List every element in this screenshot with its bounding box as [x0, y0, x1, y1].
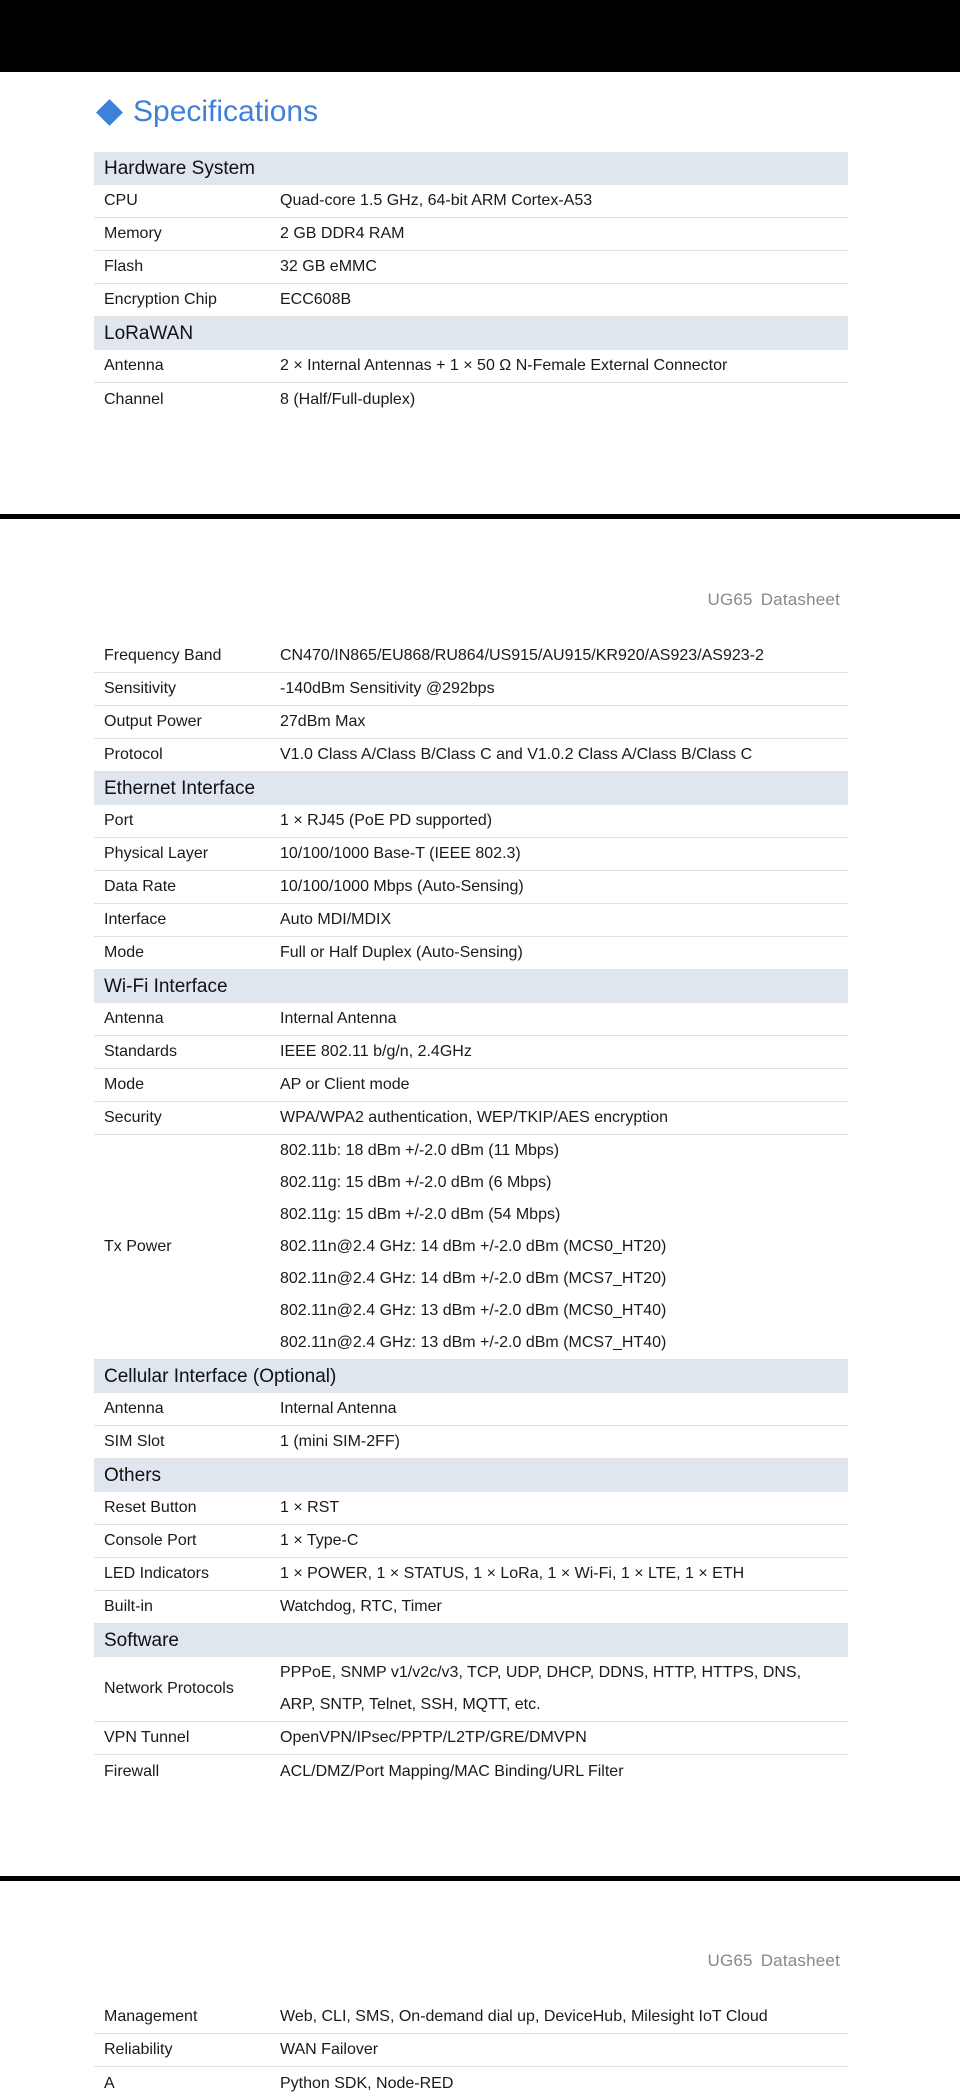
spec-value-line: 2 × Internal Antennas + 1 × 50 Ω N-Female External Connector — [280, 357, 728, 374]
spec-table-page-3 — [94, 2001, 848, 2100]
spec-label: Security — [104, 1109, 162, 1126]
spec-value-line: 32 GB eMMC — [280, 258, 377, 275]
spec-value-line: ACL/DMZ/Port Mapping/MAC Binding/URL Filter — [280, 1762, 624, 1780]
spec-label: Channel — [104, 390, 164, 408]
spec-row-encryption-chip — [94, 284, 848, 317]
spec-row-data-rate — [94, 871, 848, 904]
spec-row-tx-power — [94, 1135, 848, 1360]
spec-label: Management — [104, 2008, 198, 2025]
spec-value-line: 802.11b: 18 dBm +/-2.0 dBm (11 Mbps) — [280, 1142, 560, 1159]
spec-value — [280, 284, 848, 316]
spec-value-line: 802.11n@2.4 GHz: 14 dBm +/-2.0 dBm (MCS0_HT20) — [280, 1238, 667, 1255]
spec-value — [280, 937, 848, 969]
spec-value — [280, 1003, 848, 1035]
spec-row-antenna — [94, 1003, 848, 1036]
spec-value — [280, 1756, 848, 1788]
spec-value — [280, 871, 848, 903]
spec-row-reset-button — [94, 1492, 848, 1525]
spec-value-line: 1 (mini SIM-2FF) — [280, 1433, 400, 1450]
spec-row-mode — [94, 937, 848, 970]
spec-row-protocol — [94, 739, 848, 772]
spec-value — [280, 1657, 848, 1721]
spec-value — [280, 1722, 848, 1754]
spec-value-line: Full or Half Duplex (Auto-Sensing) — [280, 944, 523, 961]
spec-value — [280, 838, 848, 870]
spec-value-line: 10/100/1000 Mbps (Auto-Sensing) — [280, 878, 524, 895]
section-header-wi-fi-interface: Wi-Fi Interface — [94, 970, 848, 1003]
spec-label: Frequency Band — [104, 647, 222, 664]
spec-label: Interface — [104, 911, 167, 928]
section-header-others: Others — [94, 1459, 848, 1492]
spec-value — [280, 384, 848, 416]
spec-label: Data Rate — [104, 878, 177, 895]
spec-row-antenna — [94, 350, 848, 383]
spec-value-line: 802.11g: 15 dBm +/-2.0 dBm (6 Mbps) — [280, 1174, 552, 1191]
spec-value-line: -140dBm Sensitivity @292bps — [280, 680, 495, 697]
spec-value — [280, 1525, 848, 1557]
spec-value-line: 10/100/1000 Base-T (IEEE 802.3) — [280, 845, 521, 862]
spec-label: Standards — [104, 1043, 177, 1060]
page-separator — [0, 514, 960, 519]
spec-value — [280, 1393, 848, 1425]
spec-label: CPU — [104, 192, 138, 209]
spec-value-line: Quad-core 1.5 GHz, 64-bit ARM Cortex-A53 — [280, 192, 593, 209]
spec-row-a — [94, 2067, 848, 2100]
spec-value-line: IEEE 802.11 b/g/n, 2.4GHz — [280, 1043, 472, 1060]
section-header-ethernet-interface: Ethernet Interface — [94, 772, 848, 805]
spec-label: Antenna — [104, 357, 164, 374]
spec-label: Reset Button — [104, 1499, 197, 1516]
spec-value — [280, 185, 848, 217]
spec-value-line: 1 × POWER, 1 × STATUS, 1 × LoRa, 1 × Wi-Fi, 1 × LTE, 1 × ETH — [280, 1565, 745, 1582]
spec-row-management — [94, 2001, 848, 2034]
spec-row-console-port — [94, 1525, 848, 1558]
spec-label: Tx Power — [104, 1238, 172, 1255]
spec-row-reliability — [94, 2034, 848, 2067]
spec-row-flash — [94, 251, 848, 284]
spec-value — [280, 2068, 848, 2100]
header-doc: Datasheet — [760, 590, 840, 609]
section-header-software: Software — [94, 1624, 848, 1657]
spec-value-line: Python SDK, Node-RED — [280, 2074, 454, 2092]
spec-value — [280, 1492, 848, 1524]
spec-label: Output Power — [104, 713, 202, 730]
spec-label: Sensitivity — [104, 680, 177, 697]
spec-value-line: WAN Failover — [280, 2041, 379, 2058]
spec-value-line: Web, CLI, SMS, On-demand dial up, DeviceHub, Milesight IoT Cloud — [280, 2008, 768, 2025]
spec-table-page-2 — [94, 640, 848, 1788]
page-separator — [0, 1876, 960, 1881]
spec-row-standards — [94, 1036, 848, 1069]
spec-label: Mode — [104, 944, 145, 961]
spec-label: Built-in — [104, 1598, 153, 1615]
spec-label: Mode — [104, 1076, 145, 1093]
spec-label: Console Port — [104, 1532, 197, 1549]
header-product: UG65 — [707, 590, 753, 609]
spec-row-memory — [94, 218, 848, 251]
spec-label: Memory — [104, 225, 162, 242]
spec-value-line: 802.11g: 15 dBm +/-2.0 dBm (54 Mbps) — [280, 1206, 561, 1223]
spec-label: A — [104, 2074, 115, 2092]
spec-row-security — [94, 1102, 848, 1135]
spec-value — [280, 218, 848, 250]
spec-value — [280, 1591, 848, 1623]
spec-label: LED Indicators — [104, 1565, 209, 1582]
spec-value-line: OpenVPN/IPsec/PPTP/L2TP/GRE/DMVPN — [280, 1729, 587, 1746]
spec-row-mode — [94, 1069, 848, 1102]
spec-value — [280, 1558, 848, 1590]
page-header — [707, 1951, 840, 1971]
diamond-bullet-icon — [96, 99, 123, 126]
spec-value-line: Internal Antenna — [280, 1010, 397, 1027]
header-product: UG65 — [707, 1951, 753, 1970]
spec-value-line: Watchdog, RTC, Timer — [280, 1598, 442, 1615]
spec-label: VPN Tunnel — [104, 1729, 190, 1746]
spec-label: Physical Layer — [104, 845, 209, 862]
specifications-heading — [96, 92, 318, 132]
spec-value — [280, 1102, 848, 1134]
page-header — [707, 590, 840, 610]
spec-label: Antenna — [104, 1010, 164, 1027]
spec-row-output-power — [94, 706, 848, 739]
spec-value — [280, 1036, 848, 1068]
spec-value-line: 2 GB DDR4 RAM — [280, 225, 405, 242]
spec-label: Flash — [104, 258, 144, 275]
spec-row-led-indicators — [94, 1558, 848, 1591]
spec-value — [280, 2034, 848, 2066]
spec-value-line: 27dBm Max — [280, 713, 366, 730]
spec-label: Port — [104, 812, 134, 829]
header-doc: Datasheet — [760, 1951, 840, 1970]
spec-label: Encryption Chip — [104, 291, 217, 308]
top-black-bar — [0, 0, 960, 72]
spec-value — [280, 706, 848, 738]
spec-row-interface — [94, 904, 848, 937]
spec-row-firewall — [94, 1755, 848, 1788]
spec-value-line: V1.0 Class A/Class B/Class C and V1.0.2 Class A/Class B/Class C — [280, 746, 753, 763]
spec-value-line: 1 × RJ45 (PoE PD supported) — [280, 812, 493, 829]
spec-label: Reliability — [104, 2041, 173, 2058]
section-header-hardware-system: Hardware System — [94, 152, 848, 185]
spec-row-frequency-band — [94, 640, 848, 673]
spec-value — [280, 1069, 848, 1101]
spec-row-channel — [94, 383, 848, 416]
spec-value-line: CN470/IN865/EU868/RU864/US915/AU915/KR920/AS923/AS923-2 — [280, 647, 764, 664]
spec-row-antenna — [94, 1393, 848, 1426]
spec-value-line: 1 × RST — [280, 1499, 340, 1516]
spec-row-physical-layer — [94, 838, 848, 871]
spec-value-line: ECC608B — [280, 291, 352, 308]
spec-value-line: 8 (Half/Full-duplex) — [280, 390, 416, 408]
spec-value-line: 802.11n@2.4 GHz: 13 dBm +/-2.0 dBm (MCS0_HT40) — [280, 1302, 667, 1319]
spec-label: SIM Slot — [104, 1433, 165, 1450]
spec-row-network-protocols — [94, 1657, 848, 1722]
spec-row-vpn-tunnel — [94, 1722, 848, 1755]
spec-label: Protocol — [104, 746, 163, 763]
section-header-cellular-interface-optional: Cellular Interface (Optional) — [94, 1360, 848, 1393]
spec-value — [280, 805, 848, 837]
spec-value — [280, 1426, 848, 1458]
spec-value — [280, 1135, 848, 1359]
section-header-lorawan: LoRaWAN — [94, 317, 848, 350]
spec-value — [280, 251, 848, 283]
spec-row-cpu — [94, 185, 848, 218]
spec-value — [280, 350, 848, 382]
spec-value-line: 1 × Type-C — [280, 1532, 359, 1549]
spec-row-port — [94, 805, 848, 838]
spec-value — [280, 673, 848, 705]
spec-label: Network Protocols — [104, 1680, 234, 1697]
spec-row-sim-slot — [94, 1426, 848, 1459]
spec-table-page-1 — [94, 152, 848, 416]
spec-value-line: 802.11n@2.4 GHz: 14 dBm +/-2.0 dBm (MCS7_HT20) — [280, 1270, 667, 1287]
spec-value-line: ARP, SNTP, Telnet, SSH, MQTT, etc. — [280, 1696, 541, 1713]
page-title: Specifications — [133, 95, 319, 128]
spec-value — [280, 2001, 848, 2033]
spec-value-line: 802.11n@2.4 GHz: 13 dBm +/-2.0 dBm (MCS7_HT40) — [280, 1334, 667, 1351]
spec-label: Antenna — [104, 1400, 164, 1417]
spec-label: Firewall — [104, 1762, 160, 1780]
spec-value-line: Internal Antenna — [280, 1400, 397, 1417]
spec-value-line: WPA/WPA2 authentication, WEP/TKIP/AES encryption — [280, 1109, 669, 1126]
spec-value — [280, 739, 848, 771]
spec-row-sensitivity — [94, 673, 848, 706]
spec-value — [280, 640, 848, 672]
spec-value-line: AP or Client mode — [280, 1076, 410, 1093]
spec-value-line: Auto MDI/MDIX — [280, 911, 392, 928]
spec-value-line: PPPoE, SNMP v1/v2c/v3, TCP, UDP, DHCP, DDNS, HTTP, HTTPS, DNS, — [280, 1664, 802, 1681]
spec-value — [280, 904, 848, 936]
spec-row-built-in — [94, 1591, 848, 1624]
